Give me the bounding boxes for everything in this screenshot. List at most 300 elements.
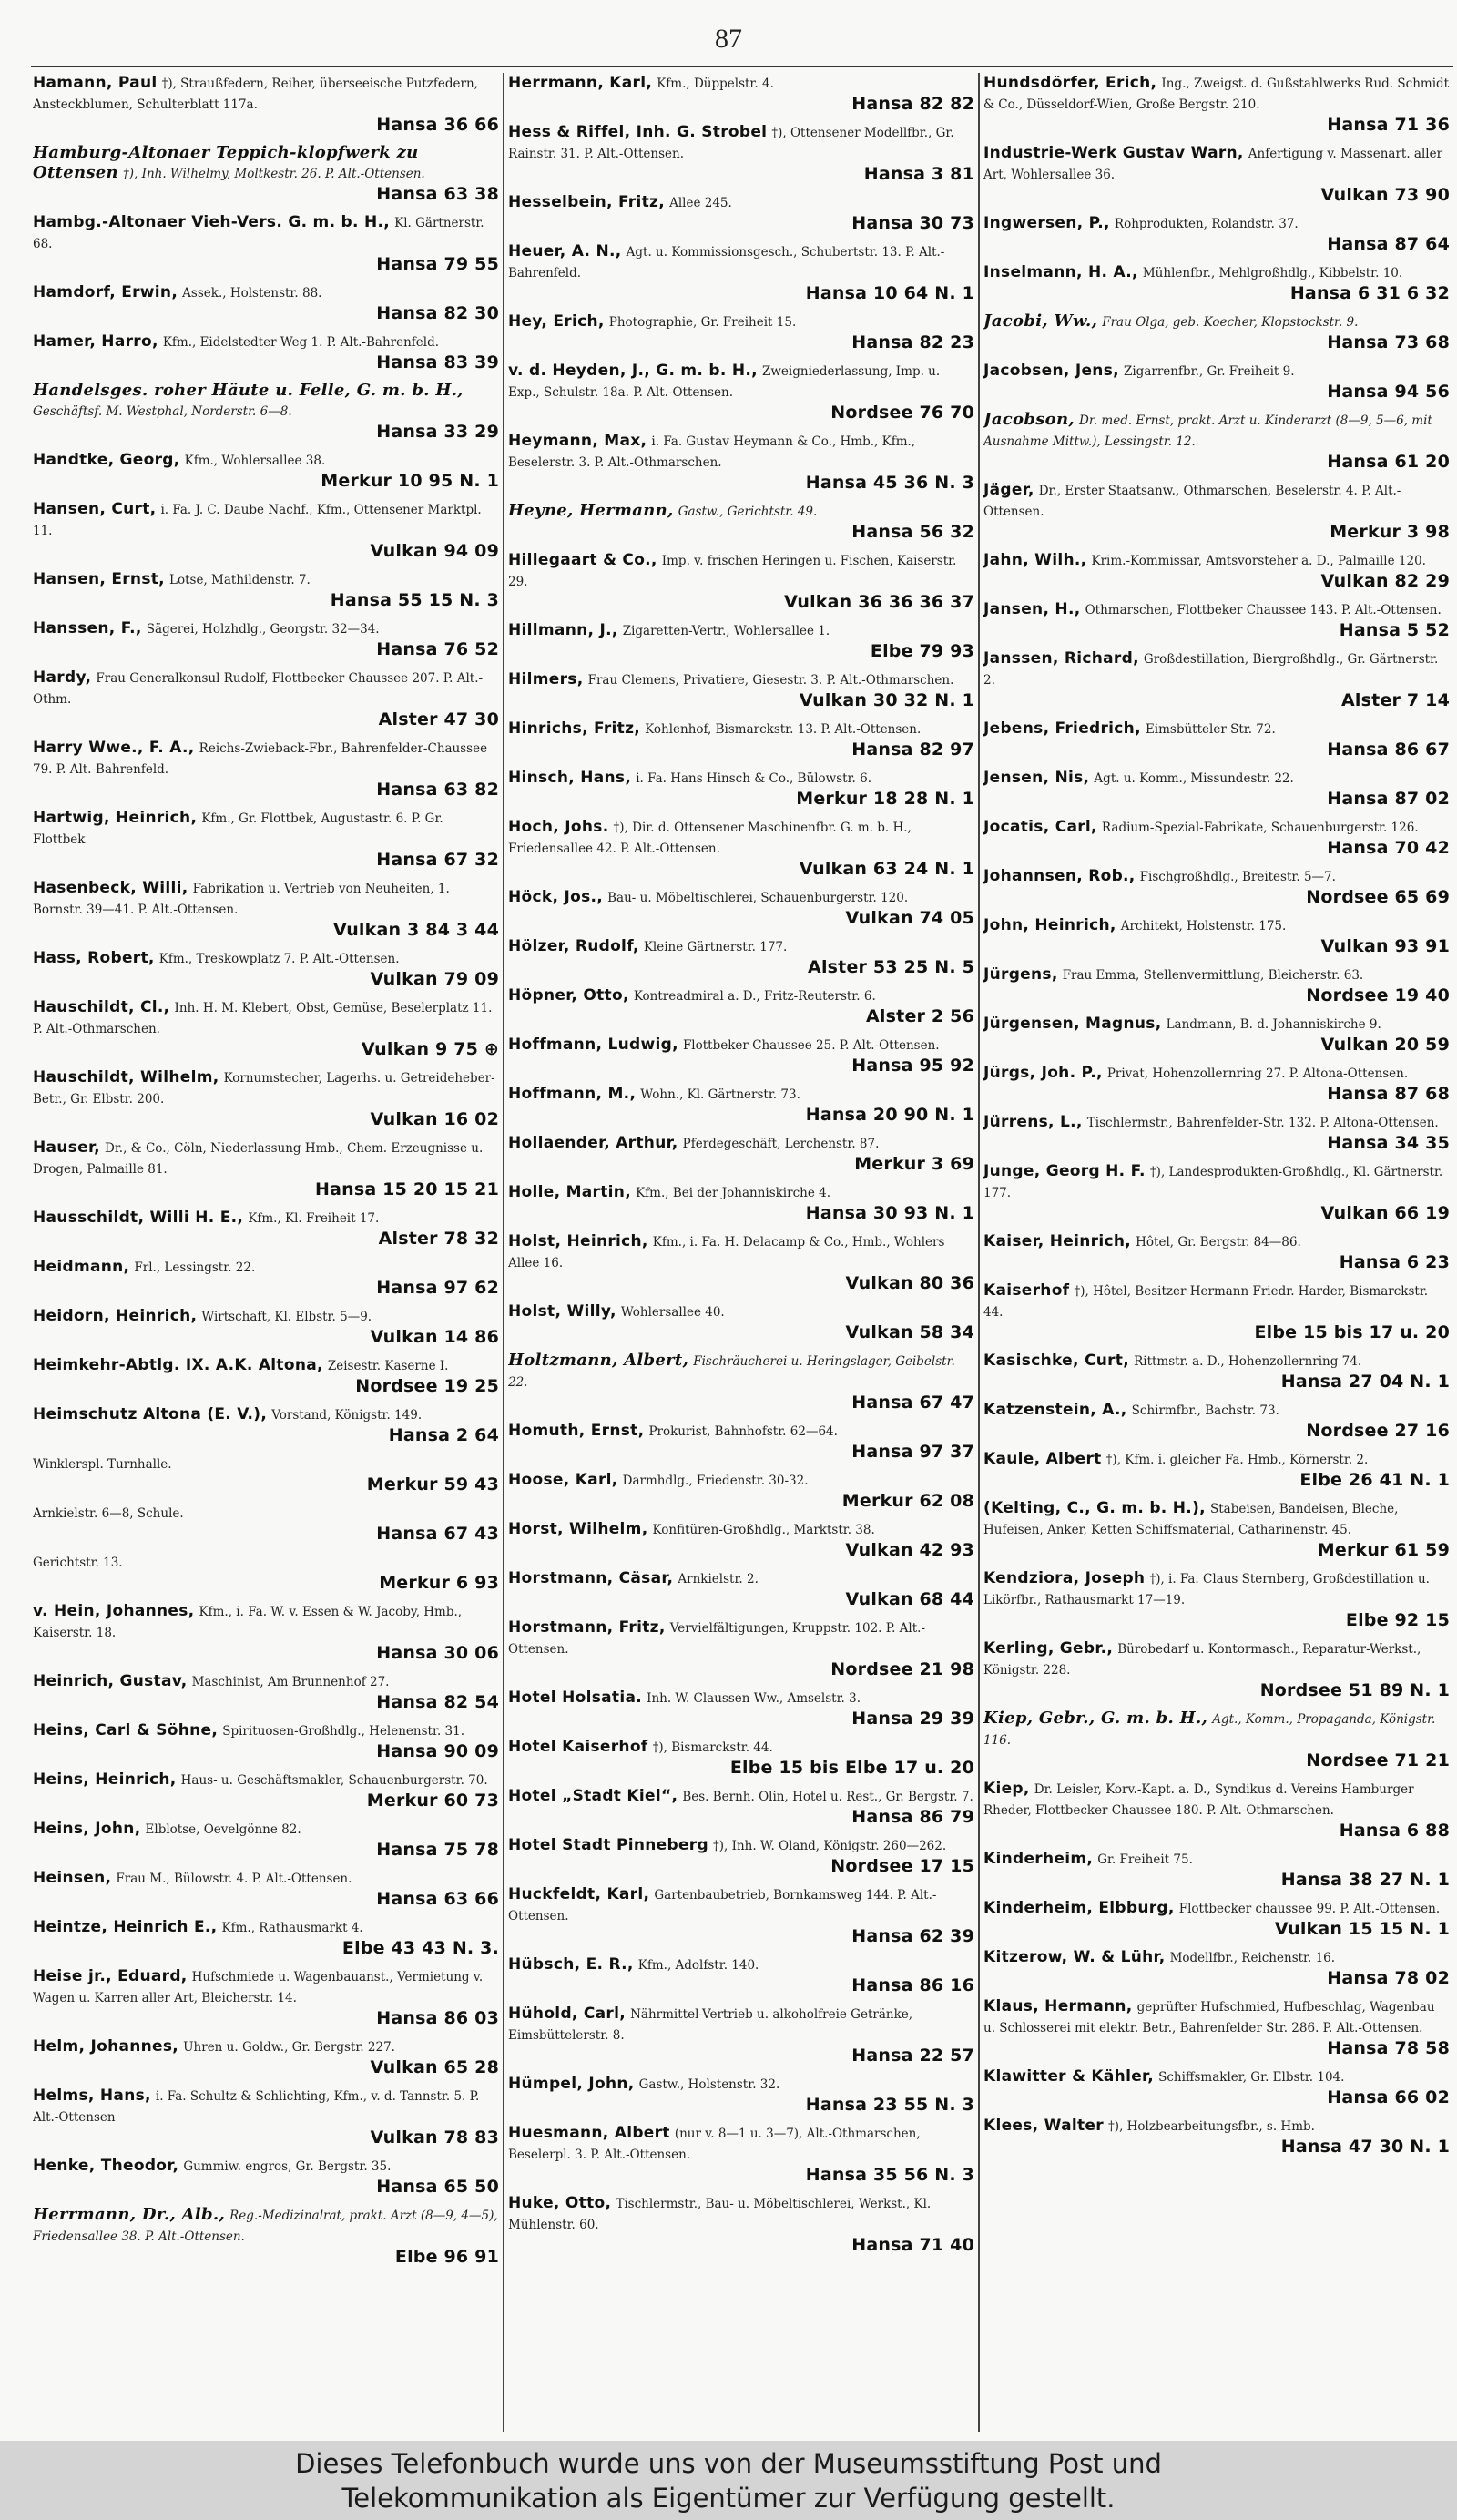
directory-entry	[33, 878, 499, 940]
entry-name: Heuer, A. N.,	[508, 242, 622, 260]
entry-description: Kfm., Gr. Flottbek, Augustastr. 6. P. Gr. Flottbek	[33, 811, 443, 847]
entry-text	[33, 569, 499, 590]
entry-name: Heise jr., Eduard,	[33, 1967, 188, 1985]
directory-entry	[33, 668, 499, 729]
entry-name: Hess & Riffel, Inh. G. Strobel	[508, 123, 768, 141]
entry-text	[33, 2086, 499, 2127]
directory-entry	[33, 1306, 499, 1347]
entry-text	[983, 410, 1450, 452]
entry-description: Geschäftsf. M. Westphal, Norderstr. 6—8.	[33, 404, 292, 419]
directory-entry	[508, 817, 974, 879]
entry-description: Reichs-Zwieback-Fbr., Bahrenfelder-Chaussee 79. P. Alt.-Bahrenfeld.	[33, 741, 488, 777]
directory-entry	[33, 1770, 499, 1811]
entry-name: Kendziora, Joseph	[983, 1569, 1146, 1587]
entry-phone: Merkur 59 43	[366, 1474, 499, 1495]
directory-entry	[33, 2156, 499, 2197]
entry-description: Privat, Hohenzollernring 27. P. Altona-Ottensen.	[1106, 1066, 1409, 1081]
directory-entry	[983, 1280, 1450, 1342]
entry-name: Hoch, Johs.	[508, 818, 609, 836]
directory-entry	[508, 73, 974, 114]
entry-description: †), Dir. d. Ottensener Maschinenfbr. G. m. b. H., Friedensallee 42. P. Alt.-Ottensen.	[508, 821, 912, 856]
entry-phone: Hansa 33 29	[376, 422, 499, 442]
entry-name: Industrie-Werk Gustav Warn,	[983, 144, 1244, 162]
entry-phone: Elbe 92 15	[1345, 1610, 1450, 1630]
directory-entry	[508, 122, 974, 184]
directory-entry	[983, 410, 1450, 472]
directory-entry	[508, 1835, 974, 1876]
entry-text	[508, 2004, 974, 2046]
entry-description: Frau Generalkonsul Rudolf, Flottbecker Chaussee 207. P. Alt.-Othm.	[33, 671, 484, 707]
directory-entry	[983, 1996, 1450, 2058]
entry-name: Janssen, Richard,	[983, 649, 1139, 668]
directory-entry	[508, 2074, 974, 2115]
entry-text	[508, 1954, 974, 1975]
entry-description: Gastw., Holstenstr. 32.	[638, 2077, 780, 2092]
entry-description: Othmarschen, Flottbeker Chaussee 143. P. Alt.-Ottensen.	[1085, 603, 1442, 617]
directory-entry	[33, 1138, 499, 1199]
entry-description: i. Fa. Schultz & Schlichting, Kfm., v. d. Tannstr. 5. P. Alt.-Ottensen	[33, 2089, 480, 2125]
entry-text	[33, 1552, 499, 1573]
directory-entry	[508, 887, 974, 928]
entry-description: Gr. Freiheit 75.	[1097, 1852, 1193, 1867]
entry-text	[508, 817, 974, 859]
entry-phone: Hansa 6 23	[1339, 1252, 1450, 1272]
entry-description: Kfm., i. Fa. W. v. Essen & W. Jacoby, Hmb., Kaiserstr. 18.	[33, 1605, 463, 1640]
entry-description: Bes. Bernh. Olin, Hotel u. Rest., Gr. Bergstr. 7.	[682, 1790, 973, 1804]
entry-phone: Vulkan 82 29	[1320, 571, 1450, 591]
entry-phone: Hansa 61 20	[1327, 452, 1450, 472]
entry-phone: Hansa 62 39	[851, 1926, 974, 1946]
directory-entry	[983, 1014, 1450, 1055]
entry-phone: Vulkan 36 36 36 37	[784, 592, 974, 612]
entry-text	[508, 1182, 974, 1203]
directory-entry	[33, 1355, 499, 1396]
entry-text	[33, 668, 499, 709]
entry-text	[508, 431, 974, 473]
entry-text	[508, 1301, 974, 1322]
entry-name: Handtke, Georg,	[33, 451, 180, 469]
entry-text	[983, 2116, 1450, 2137]
entry-phone: Vulkan 68 44	[845, 1589, 974, 1609]
directory-entry	[508, 1084, 974, 1125]
entry-name: Herrmann, Karl,	[508, 74, 653, 92]
entry-text	[983, 480, 1450, 522]
entry-name: Hundsdörfer, Erich,	[983, 74, 1157, 92]
entry-phone: Nordsee 76 70	[830, 403, 974, 423]
entry-description: Flottbecker chaussee 99. P. Alt.-Ottensen.	[1178, 1902, 1441, 1916]
entry-description: Kfm., Eidelstedter Weg 1. P. Alt.-Bahrenfeld.	[162, 335, 440, 350]
entry-name: Hoose, Karl,	[508, 1471, 618, 1489]
entry-description: Rohprodukten, Rolandstr. 37.	[1114, 217, 1299, 231]
entry-text	[33, 1067, 499, 1109]
entry-name: Heins, Heinrich,	[33, 1770, 177, 1789]
entry-text	[983, 1112, 1450, 1133]
header-rule	[31, 66, 1453, 67]
entry-name: Klees, Walter	[983, 2117, 1104, 2135]
entry-text	[983, 213, 1450, 234]
entry-text	[508, 1084, 974, 1105]
entry-name: Hillegaart & Co.,	[508, 551, 657, 569]
directory-entry	[983, 768, 1450, 809]
entry-name: Hamann, Paul	[33, 74, 158, 92]
entry-phone: Vulkan 94 09	[370, 541, 499, 561]
entry-description: Imp. v. frischen Heringen u. Fischen, Kaiserstr. 29.	[508, 554, 957, 589]
entry-name: Huckfeldt, Karl,	[508, 1885, 650, 1903]
directory-entry	[983, 599, 1450, 640]
entry-phone: Vulkan 65 28	[370, 2057, 499, 2077]
directory-entry	[983, 1898, 1450, 1939]
entry-phone: Elbe 15 bis Elbe 17 u. 20	[729, 1758, 974, 1778]
entry-text	[983, 1400, 1450, 1421]
entry-description: Schiffsmakler, Gr. Elbstr. 104.	[1158, 2070, 1345, 2085]
entry-phone: Nordsee 51 89 N. 1	[1259, 1680, 1450, 1700]
entry-text	[33, 450, 499, 471]
entry-phone: Vulkan 73 90	[1320, 185, 1450, 205]
directory-entry	[983, 1351, 1450, 1392]
entry-description: Photographie, Gr. Freiheit 15.	[608, 315, 797, 330]
entry-description: †), Inh. Wilhelmy, Moltkestr. 26. P. Alt.-Ottensen.	[123, 167, 425, 181]
entry-text	[33, 878, 499, 920]
directory-entry	[983, 1063, 1450, 1104]
entry-description: Flottbeker Chaussee 25. P. Alt.-Ottensen.	[682, 1038, 940, 1053]
entry-text	[33, 2205, 499, 2247]
entry-name: Hölzer, Rudolf,	[508, 937, 639, 955]
entry-description: Kontreadmiral a. D., Fritz-Reuterstr. 6.	[633, 989, 876, 1004]
entry-text	[508, 669, 974, 690]
entry-description: †), Kfm. i. gleicher Fa. Hmb., Körnerstr. 2.	[1105, 1453, 1369, 1467]
entry-description: Kornumstecher, Lagerhs. u. Getreideheber-Betr., Gr. Elbstr. 200.	[33, 1071, 495, 1107]
entry-description: Dr. Leisler, Korv.-Kapt. a. D., Syndikus d. Vereins Hamburger Rheder, Flottbecker Chaussee 180. P. Alt.-Othmarschen.	[983, 1782, 1414, 1818]
footer-notice	[0, 2441, 1457, 2520]
directory-entry	[508, 2193, 974, 2255]
entry-description: Kohlenhof, Bismarckstr. 13. P. Alt.-Ottensen.	[645, 722, 922, 737]
entry-name: Hübsch, E. R.,	[508, 1955, 634, 1974]
directory-entry	[983, 719, 1450, 760]
entry-text	[983, 1063, 1450, 1084]
entry-phone: Vulkan 74 05	[845, 908, 974, 928]
entry-description: i. Fa. Hans Hinsch & Co., Bülowstr. 6.	[636, 771, 871, 786]
entry-description: Agt. u. Kommissionsgesch., Schubertstr. 13. P. Alt.-Bahrenfeld.	[508, 245, 945, 281]
entry-name: Jansen, H.,	[983, 600, 1081, 618]
directory-entry	[983, 964, 1450, 1005]
entry-phone: Hansa 55 15 N. 3	[330, 590, 499, 610]
entry-name: Inselmann, H. A.,	[983, 263, 1138, 281]
entry-text	[33, 1257, 499, 1278]
entry-name: Holle, Martin,	[508, 1183, 631, 1201]
entry-text	[508, 1470, 974, 1491]
entry-description: Kfm., Rathausmarkt 4.	[221, 1921, 363, 1935]
entry-name: Hillmann, J.,	[508, 621, 618, 639]
entry-phone: Hansa 75 78	[376, 1840, 499, 1860]
entry-text	[508, 1786, 974, 1807]
entry-text	[508, 1519, 974, 1540]
entry-name: Holtzmann, Albert,	[508, 1351, 689, 1370]
entry-description: Inh. H. M. Klebert, Obst, Gemüse, Beselerplatz 11. P. Alt.-Othmarschen.	[33, 1001, 493, 1036]
directory-entry	[508, 1786, 974, 1827]
entry-name: Handelsges. roher Häute u. Felle, G. m. b. H.,	[33, 381, 464, 400]
directory-entry	[508, 501, 974, 542]
entry-phone: Vulkan 78 83	[370, 2127, 499, 2148]
entry-description: Darmhdlg., Friedenstr. 30-32.	[622, 1474, 809, 1488]
entry-description: Kfm., Düppelstr. 4.	[657, 77, 774, 91]
entry-text	[33, 1355, 499, 1376]
entry-description: Wohn., Kl. Gärtnerstr. 73.	[640, 1087, 800, 1102]
entry-text	[33, 499, 499, 541]
entry-description: Pferdegeschäft, Lerchenstr. 87.	[682, 1137, 880, 1151]
directory-entry	[508, 1617, 974, 1679]
entry-description: Tischlermstr., Bahrenfelder-Str. 132. P. Altona-Ottensen.	[1086, 1116, 1439, 1130]
directory-entry	[33, 1868, 499, 1909]
entry-description: Radium-Spezial-Fabrikate, Schauenburgerstr. 126.	[1101, 821, 1419, 835]
entry-text	[508, 2123, 974, 2165]
entry-description: Landmann, B. d. Johanniskirche 9.	[1166, 1017, 1381, 1032]
entry-phone: Hansa 35 56 N. 3	[805, 2165, 974, 2185]
directory-entry	[508, 719, 974, 760]
entry-description: †), Hôtel, Besitzer Hermann Friedr. Harder, Bismarckstr. 44.	[983, 1284, 1429, 1320]
entry-phone: Hansa 34 35	[1327, 1133, 1450, 1153]
entry-description: Vervielfältigungen, Kruppstr. 102. P. Alt.-Ottensen.	[508, 1621, 926, 1657]
entry-phone: Hansa 79 55	[376, 254, 499, 274]
entry-text	[508, 1737, 974, 1758]
entry-text	[508, 768, 974, 789]
entry-text	[983, 1947, 1450, 1968]
entry-name: Horstmann, Cäsar,	[508, 1569, 674, 1587]
directory-entry	[983, 648, 1450, 710]
entry-phone: Hansa 30 06	[376, 1643, 499, 1663]
entry-phone: Hansa 87 68	[1327, 1084, 1450, 1104]
entry-text	[508, 1351, 974, 1393]
entry-text	[33, 1917, 499, 1938]
entry-description: Kfm., Wohlersallee 38.	[184, 454, 326, 468]
entry-description: Konfitüren-Großhdlg., Marktstr. 38.	[652, 1523, 875, 1537]
entry-text	[508, 2074, 974, 2095]
directory-entry	[33, 381, 499, 442]
entry-text	[33, 2036, 499, 2057]
entry-name: Hey, Erich,	[508, 312, 605, 331]
entry-text	[33, 618, 499, 639]
entry-text	[508, 887, 974, 908]
entry-text	[983, 73, 1450, 115]
entry-name: Jensen, Nis,	[983, 769, 1090, 787]
entry-name: Homuth, Ernst,	[508, 1422, 645, 1440]
entry-name: Hühold, Carl,	[508, 2005, 627, 2023]
entry-description: Kfm., i. Fa. H. Delacamp & Co., Hmb., Wohlers Allee 16.	[508, 1235, 945, 1270]
entry-text	[983, 1779, 1450, 1821]
entry-text	[983, 1231, 1450, 1252]
entry-name: Heidmann,	[33, 1258, 130, 1276]
entry-text	[508, 1617, 974, 1659]
entry-name: Kaiser, Heinrich,	[983, 1232, 1132, 1250]
entry-text	[33, 282, 499, 303]
entry-phone: Hansa 97 37	[851, 1442, 974, 1462]
entry-name: Klawitter & Kähler,	[983, 2067, 1154, 2086]
entry-text	[508, 241, 974, 283]
entry-text	[508, 550, 974, 592]
entry-text	[508, 620, 974, 641]
entry-name: Hardy,	[33, 668, 92, 687]
entry-text	[33, 1138, 499, 1179]
entry-phone: Nordsee 65 69	[1306, 887, 1450, 907]
directory-entry	[33, 332, 499, 372]
entry-phone: Hansa 47 30 N. 1	[1280, 2137, 1450, 2157]
directory-entry	[983, 2066, 1450, 2107]
entry-phone: Hansa 71 40	[851, 2235, 974, 2255]
entry-phone: Alster 47 30	[378, 709, 499, 729]
directory-entry	[508, 361, 974, 423]
entry-phone: Vulkan 93 91	[1320, 936, 1450, 956]
entry-text	[983, 648, 1450, 690]
directory-entry	[33, 212, 499, 274]
entry-description: Mühlenfbr., Mehlgroßhdlg., Kibbelstr. 10.	[1142, 266, 1403, 281]
directory-entry	[983, 1779, 1450, 1841]
entry-text	[508, 1035, 974, 1056]
entry-text	[508, 1884, 974, 1926]
entry-phone: Hansa 10 64 N. 1	[805, 283, 974, 303]
entry-description: i. Fa. J. C. Daube Nachf., Kfm., Ottensener Marktpl. 11.	[33, 503, 482, 538]
entry-description: Lotse, Mathildenstr. 7.	[169, 573, 311, 587]
entry-phone: Vulkan 79 09	[370, 969, 499, 989]
entry-name: Helms, Hans,	[33, 2086, 151, 2105]
footer-line-1: Dieses Telefonbuch wurde uns von der Museumsstiftung Post und	[295, 2448, 1162, 2479]
directory-entry	[33, 499, 499, 561]
entry-phone: Vulkan 9 75 ⊕	[361, 1039, 499, 1059]
entry-text	[508, 122, 974, 164]
entry-name: Heinsen,	[33, 1869, 112, 1887]
entry-description: Frau Clemens, Privatiere, Giesestr. 3. P. Alt.-Othmarschen.	[587, 673, 954, 688]
entry-text	[508, 192, 974, 213]
entry-description: Maschinist, Am Brunnenhof 27.	[191, 1675, 390, 1689]
entry-description: Krim.-Kommissar, Amtsvorsteher a. D., Palmaille 120.	[1091, 554, 1426, 568]
entry-text	[983, 1449, 1450, 1470]
entry-name: Hamburg-Altonaer Teppich-klopfwerk zu Ottensen	[33, 143, 419, 182]
column-middle	[506, 73, 980, 2432]
directory-entry	[33, 1454, 499, 1495]
entry-text	[33, 1671, 499, 1692]
entry-description: Frau Olga, geb. Koecher, Klopstockstr. 9.	[1102, 315, 1359, 330]
entry-description: Wirtschaft, Kl. Elbstr. 5—9.	[201, 1310, 372, 1324]
entry-name: Kiep,	[983, 1780, 1030, 1798]
entry-description: i. Fa. Gustav Heymann & Co., Hmb., Kfm., Beselerstr. 3. P. Alt.-Othmarschen.	[508, 434, 916, 470]
entry-name: Heyne, Hermann,	[508, 501, 674, 520]
entry-text	[983, 143, 1450, 185]
entry-name: Heymann, Max,	[508, 432, 647, 450]
directory-entry	[33, 2086, 499, 2148]
directory-entry	[508, 550, 974, 612]
entry-name: Hesselbein, Fritz,	[508, 193, 665, 211]
entry-name: Jacobi, Ww.,	[983, 311, 1098, 331]
entry-phone: Hansa 76 52	[376, 639, 499, 659]
entry-name: Hauschildt, Wilhelm,	[33, 1068, 219, 1087]
entry-description: Schirmfbr., Bachstr. 73.	[1131, 1403, 1279, 1418]
entry-phone: Vulkan 15 15 N. 1	[1274, 1919, 1450, 1939]
entry-description: Zigaretten-Vertr., Wohlersallee 1.	[622, 624, 830, 638]
entry-phone: Nordsee 27 16	[1306, 1421, 1450, 1441]
entry-text	[33, 212, 499, 254]
directory-entry	[508, 1737, 974, 1778]
entry-phone: Merkur 18 28 N. 1	[796, 789, 974, 809]
entry-description: Arnkielstr. 6—8, Schule.	[33, 1506, 184, 1521]
entry-name: Kerling, Gebr.,	[983, 1639, 1114, 1658]
entry-phone: Vulkan 80 36	[845, 1273, 974, 1293]
entry-text	[508, 73, 974, 94]
directory-entry	[508, 985, 974, 1026]
directory-entry	[508, 1568, 974, 1609]
entry-description: Elblotse, Oevelgönne 82.	[145, 1822, 301, 1837]
entry-text	[983, 1996, 1450, 2038]
entry-name: Hass, Robert,	[33, 949, 155, 967]
entry-text	[983, 1638, 1450, 1680]
entry-description: Bau- u. Möbeltischlerei, Schauenburgerstr. 120.	[607, 891, 909, 905]
entry-name: Heinrich, Gustav,	[33, 1672, 188, 1690]
directory-entry	[983, 1400, 1450, 1441]
entry-name: Jacobsen, Jens,	[983, 362, 1119, 380]
entry-name: Hotel „Stadt Kiel“,	[508, 1787, 678, 1805]
entry-text	[33, 1208, 499, 1229]
entry-phone: Hansa 22 57	[851, 2046, 974, 2066]
entry-text	[33, 948, 499, 969]
entry-phone: Hansa 20 90 N. 1	[805, 1105, 974, 1125]
entry-text	[983, 1161, 1450, 1203]
directory-entry	[983, 1709, 1450, 1770]
entry-name: Hotel Holsatia.	[508, 1689, 643, 1707]
entry-description: Gerichtstr. 13.	[33, 1556, 123, 1570]
entry-name: Jacobson,	[983, 410, 1075, 429]
entry-phone: Hansa 87 64	[1327, 234, 1450, 254]
directory-entry	[33, 282, 499, 323]
directory-entry	[508, 431, 974, 493]
entry-name: (Kelting, C., G. m. b. H.),	[983, 1499, 1206, 1517]
entry-text	[33, 1770, 499, 1791]
entry-phone: Elbe 43 43 N. 3.	[341, 1938, 499, 1958]
entry-description: Zigarrenfbr., Gr. Freiheit 9.	[1123, 364, 1295, 379]
entry-description: Kfm., Treskowplatz 7. P. Alt.-Ottensen.	[158, 952, 400, 966]
entry-name: Jebens, Friedrich,	[983, 719, 1141, 738]
entry-phone: Hansa 78 58	[1327, 2038, 1450, 2058]
entry-name: Hinrichs, Fritz,	[508, 719, 641, 738]
entry-text	[983, 311, 1450, 332]
entry-name: Hausschildt, Willi H. E.,	[33, 1209, 244, 1227]
entry-text	[983, 915, 1450, 936]
entry-name: v. Hein, Johannes,	[33, 1602, 195, 1620]
entry-description: Zweigniederlassung, Imp. u. Exp., Schulstr. 18a. P. Alt.-Ottensen.	[508, 364, 941, 400]
entry-name: Kasischke, Curt,	[983, 1352, 1129, 1370]
entry-text	[983, 1849, 1450, 1870]
entry-text	[508, 501, 974, 522]
entry-name: Heins, Carl & Söhne,	[33, 1721, 219, 1740]
entry-text	[33, 1503, 499, 1524]
directory-entry	[508, 669, 974, 710]
directory-entry	[983, 1231, 1450, 1272]
entry-phone: Vulkan 20 59	[1320, 1035, 1450, 1055]
entry-phone: Hansa 63 38	[376, 184, 499, 204]
column-right	[982, 73, 1453, 2432]
entry-phone: Hansa 45 36 N. 3	[805, 473, 974, 493]
entry-text	[33, 1306, 499, 1327]
entry-phone: Hansa 82 97	[851, 740, 974, 760]
entry-description: Hufschmiede u. Wagenbauanst., Vermietung v. Wagen u. Karren aller Art, Bleicherstr. 14.	[33, 1970, 484, 2005]
directory-entry	[508, 936, 974, 977]
entry-description: Tischlermstr., Bau- u. Möbeltischlerei, Werkst., Kl. Mühlenstr. 60.	[508, 2197, 932, 2232]
entry-text	[33, 1720, 499, 1741]
entry-description: Rittmstr. a. D., Hohenzollernring 74.	[1134, 1354, 1362, 1369]
entry-name: Holst, Willy,	[508, 1302, 616, 1321]
entry-description: Inh. W. Claussen Ww., Amselstr. 3.	[647, 1691, 861, 1706]
entry-phone: Hansa 27 04 N. 1	[1280, 1372, 1450, 1392]
entry-name: Ingwersen, P.,	[983, 214, 1110, 232]
entry-phone: Alster 7 14	[1341, 690, 1450, 710]
entry-text	[508, 1133, 974, 1154]
entry-name: Hinsch, Hans,	[508, 769, 632, 787]
